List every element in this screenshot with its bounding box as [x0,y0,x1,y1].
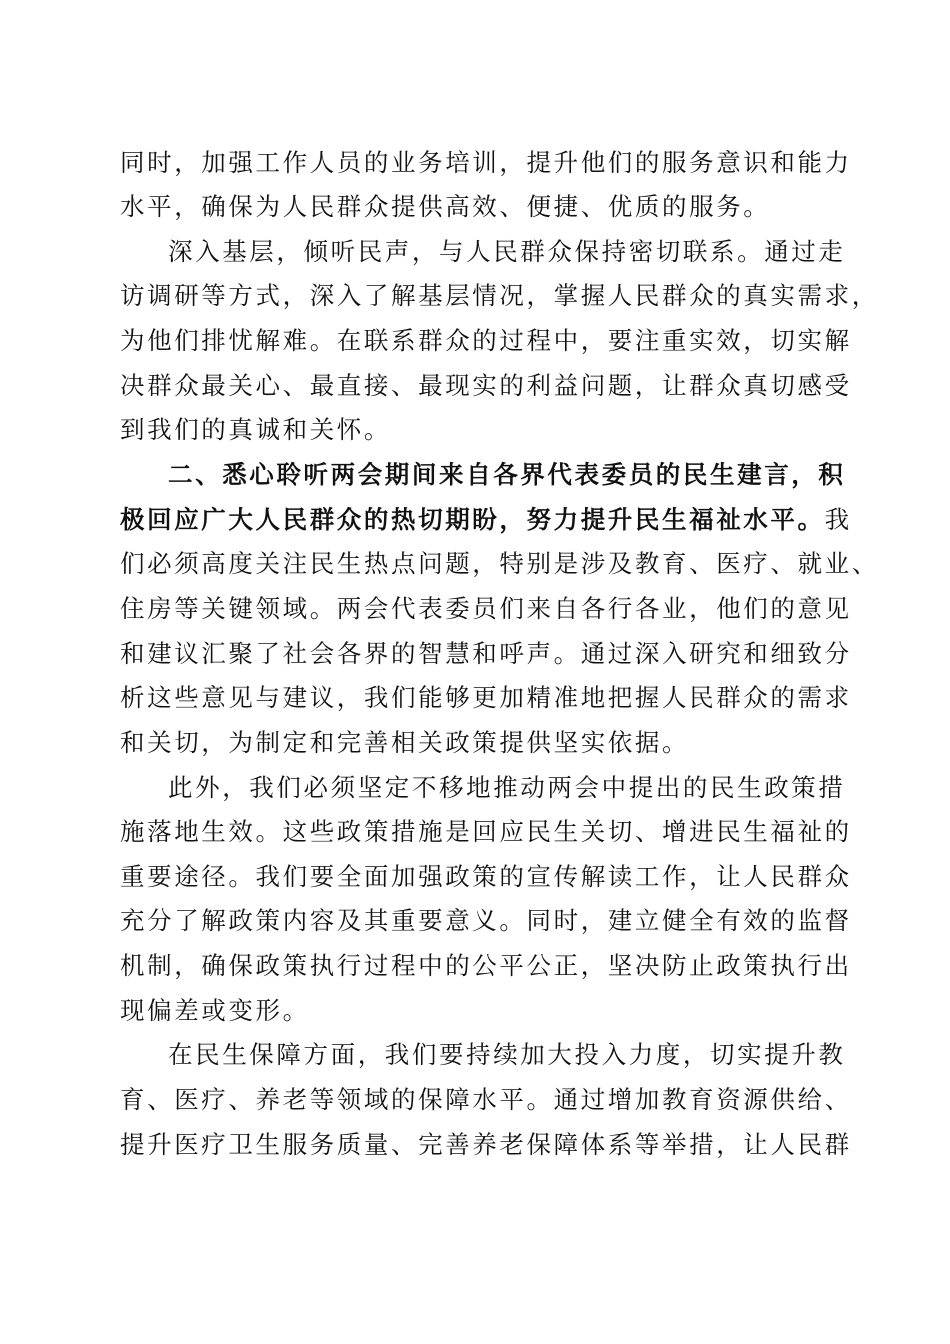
paragraph-line: 访调研等方式，深入了解基层情况，掌握人民群众的真实需求， [120,281,879,310]
paragraph-line: 此外，我们必须坚定不移地推动两会中提出的民生政策措 [168,773,846,802]
section-heading-text: 极回应广大人民群众的热切期盼，努力提升民生福祉水平。 [120,505,825,534]
paragraph-line: 水平，确保为人民群众提供高效、便捷、优质的服务。 [120,192,771,221]
paragraph-line: 为他们排忧解难。在联系群众的过程中，要注重实效，切实解 [120,326,852,355]
paragraph-line: 决群众最关心、最直接、最现实的利益问题，让群众真切感受 [120,371,852,400]
section-heading-line: 二、悉心聆听两会期间来自各界代表委员的民生建言，积 [168,460,846,489]
paragraph-text: 我 [824,505,852,534]
paragraph-line: 同时，加强工作人员的业务培训，提升他们的服务意识和能力 [120,148,852,177]
paragraph-line: 析这些意见与建议，我们能够更加精准地把握人民群众的需求 [120,683,852,712]
paragraph-line: 在民生保障方面，我们要持续加大投入力度，切实提升教 [168,1040,846,1069]
paragraph-line: 住房等关键领域。两会代表委员们来自各行各业，他们的意见 [120,594,852,623]
paragraph-line: 到我们的真诚和关怀。 [120,415,391,444]
mixed-line [120,503,852,537]
paragraph-line: 充分了解政策内容及其重要意义。同时，建立健全有效的监督 [120,906,852,935]
paragraph-line: 和关切，为制定和完善相关政策提供坚实依据。 [120,728,690,757]
paragraph-line: 提升医疗卫生服务质量、完善养老保障体系等举措，让人民群 [120,1130,852,1159]
paragraph-line: 施落地生效。这些政策措施是回应民生关切、增进民生福祉的 [120,817,852,846]
paragraph-line: 们必须高度关注民生热点问题，特别是涉及教育、医疗、就业、 [120,549,879,578]
paragraph-line: 机制，确保政策执行过程中的公平公正，坚决防止政策执行出 [120,951,852,980]
paragraph-line: 和建议汇聚了社会各界的智慧和呼声。通过深入研究和细致分 [120,639,852,668]
paragraph-line: 现偏差或变形。 [120,996,310,1025]
paragraph-line: 育、医疗、养老等领域的保障水平。通过增加教育资源供给、 [120,1085,852,1114]
paragraph-line: 重要途径。我们要全面加强政策的宣传解读工作，让人民群众 [120,862,852,891]
paragraph-line: 深入基层，倾听民声，与人民群众保持密切联系。通过走 [168,237,846,266]
